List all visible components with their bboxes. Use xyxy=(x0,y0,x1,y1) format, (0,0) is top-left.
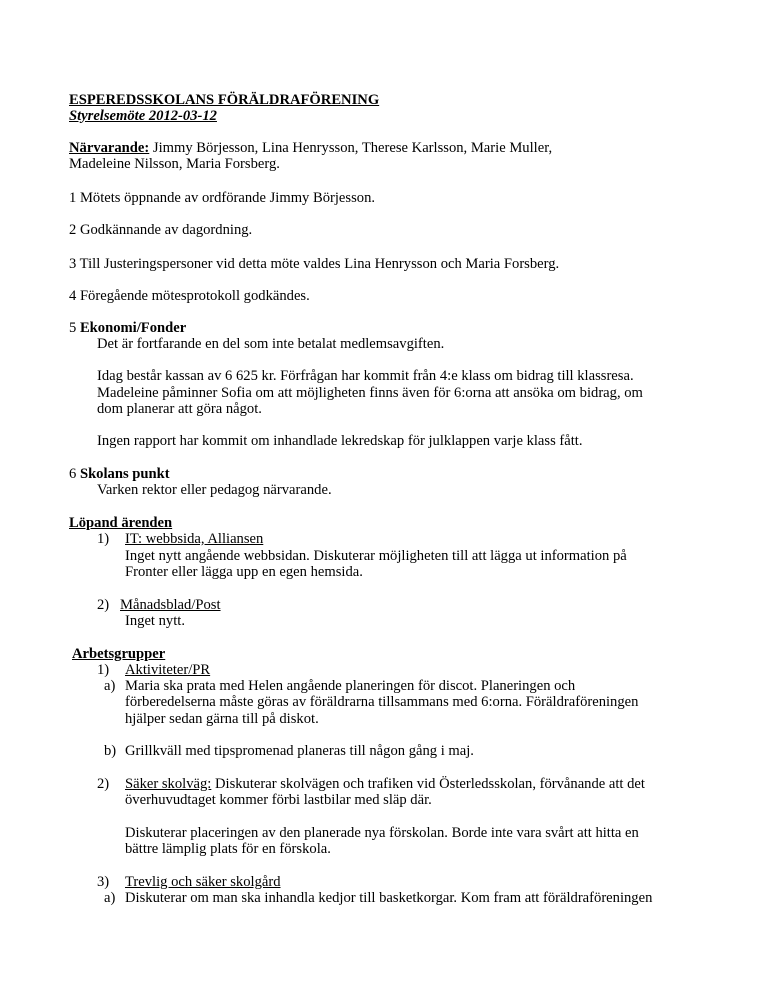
group-2-paragraph-2-line-2: bättre lämplig plats för en förskola. xyxy=(125,841,331,857)
group-2-text-1: Diskuterar skolvägen och trafiken vid Österledsskolan, förvånande att det xyxy=(211,776,645,792)
attendees-line-1 xyxy=(69,140,552,157)
group-1-title: Aktiviteter/PR xyxy=(125,662,211,678)
agenda-item-1: 1 Mötets öppnande av ordförande Jimmy Börjesson. xyxy=(69,190,376,206)
group-2-line-2: överhuvudtaget kommer förbi lastbilar med släp där. xyxy=(125,792,432,808)
ongoing-item-2-title: Månadsblad/Post xyxy=(120,597,221,613)
group-2-title: Säker skolväg: xyxy=(125,776,212,792)
group-2-number: 2) xyxy=(97,776,110,792)
agenda-item-4: 4 Föregående mötesprotokoll godkändes. xyxy=(69,288,310,304)
group-2-line-1 xyxy=(125,776,645,793)
attendees-label: Närvarande: xyxy=(69,140,150,156)
document-title: ESPEREDSSKOLANS FÖRÄLDRAFÖRENING xyxy=(69,92,380,108)
school-paragraph-1: Varken rektor eller pedagog närvarande. xyxy=(97,482,332,498)
economy-heading: Ekonomi/Fonder xyxy=(79,320,187,336)
ongoing-item-2-number: 2) xyxy=(97,597,110,613)
school-number: 6 xyxy=(69,466,77,482)
economy-paragraph-1: Det är fortfarande en del som inte betalat medlemsavgiften. xyxy=(97,336,445,352)
economy-paragraph-2-line-2: Madeleine påminner Sofia om att möjligheten finns även för 6:orna att ansöka om bidrag, om xyxy=(97,385,643,401)
group-3-number: 3) xyxy=(97,874,110,890)
attendees-line-2: Madeleine Nilsson, Maria Forsberg. xyxy=(69,156,280,172)
agenda-item-3: 3 Till Justeringspersoner vid detta möte valdes Lina Henrysson och Maria Forsberg. xyxy=(69,256,560,272)
economy-paragraph-2-line-3: dom planerar att göra något. xyxy=(97,401,262,417)
group-1a-line-3: hjälper sedan gärna till på diskot. xyxy=(125,711,319,727)
ongoing-item-1-title: IT: webbsida, Alliansen xyxy=(125,531,264,547)
ongoing-item-2-line-1: Inget nytt. xyxy=(125,613,185,629)
meeting-subtitle: Styrelsemöte 2012-03-12 xyxy=(69,108,217,124)
group-2-paragraph-2-line-1: Diskuterar placeringen av den planerade nya förskolan. Borde inte vara svårt att hitta en xyxy=(125,825,639,841)
group-3a-line-1: Diskuterar om man ska inhandla kedjor till basketkorgar. Kom fram att föräldraföreningen xyxy=(125,890,653,906)
economy-paragraph-2-line-1: Idag består kassan av 6 625 kr. Förfrågan har kommit från 4:e klass om bidrag till klassresa. xyxy=(97,368,634,384)
group-1a-line-1: Maria ska prata med Helen angående planeringen för discot. Planeringen och xyxy=(125,678,576,694)
school-heading-line xyxy=(69,466,170,483)
group-3-title: Trevlig och säker skolgård xyxy=(125,874,281,890)
ongoing-item-1-number: 1) xyxy=(97,531,110,547)
group-1a-label: a) xyxy=(104,678,116,694)
agenda-item-2: 2 Godkännande av dagordning. xyxy=(69,222,253,238)
ongoing-item-1-line-1: Inget nytt angående webbsidan. Diskuterar möjligheten till att lägga ut information på xyxy=(125,548,627,564)
groups-heading: Arbetsgrupper xyxy=(72,646,166,662)
economy-number: 5 xyxy=(69,320,77,336)
group-1-number: 1) xyxy=(97,662,110,678)
attendees-names-1: Jimmy Börjesson, Lina Henrysson, Therese Karlsson, Marie Muller, xyxy=(152,140,553,156)
group-1b-label: b) xyxy=(104,743,117,759)
ongoing-heading: Löpand ärenden xyxy=(69,515,173,531)
group-1a-line-2: förberedelserna måste göras av föräldrarna tillsammans med 6:orna. Föräldraföreningen xyxy=(125,694,639,710)
school-heading: Skolans punkt xyxy=(79,466,170,482)
group-1b-line-1: Grillkväll med tipspromenad planeras till någon gång i maj. xyxy=(125,743,474,759)
ongoing-item-1-line-2: Fronter eller lägga upp en egen hemsida. xyxy=(125,564,363,580)
economy-paragraph-3: Ingen rapport har kommit om inhandlade lekredskap för julklappen varje klass fått. xyxy=(97,433,583,449)
economy-heading-line xyxy=(69,320,186,337)
group-3a-label: a) xyxy=(104,890,116,906)
